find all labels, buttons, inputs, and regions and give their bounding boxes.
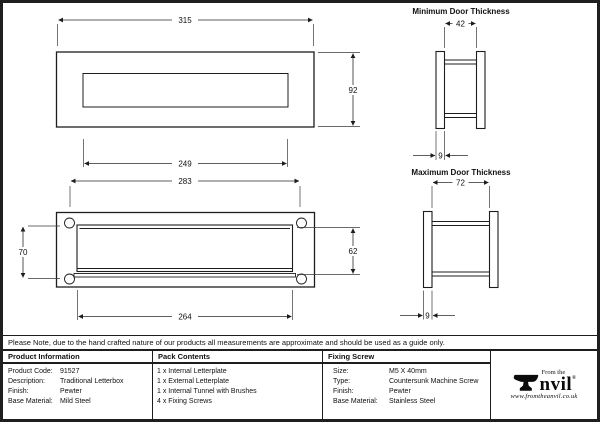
product-information-header: Product Information — [3, 351, 152, 364]
product-information-column — [3, 351, 152, 419]
max-internal-plate-side — [424, 212, 433, 288]
max-door-title: Maximum Door Thickness — [411, 168, 511, 177]
note-bar — [3, 335, 597, 351]
dim-label-external-height: 92 — [348, 86, 358, 95]
internal-plate-drawing — [15, 176, 362, 322]
row-label: Description: — [8, 378, 45, 385]
dim-min-door-thickness — [445, 19, 477, 49]
row-label: Finish: — [8, 388, 29, 395]
list-item: 4 x Fixing Screws — [157, 398, 212, 405]
dim-label-external-width: 315 — [178, 16, 192, 25]
row-label: Type: — [333, 378, 351, 385]
table-row — [323, 367, 490, 377]
row-value: Pewter — [389, 388, 411, 395]
row-value: Countersunk Machine Screw — [389, 378, 479, 385]
row-value: 91527 — [60, 368, 80, 375]
fixing-screw-column — [322, 351, 490, 419]
technical-drawing-canvas — [3, 3, 597, 335]
list-item: 1 x Internal Tunnel with Brushes — [157, 388, 257, 395]
row-label: Finish: — [333, 388, 354, 395]
row-value: Pewter — [60, 388, 82, 395]
table-row — [323, 387, 490, 397]
table-row — [323, 377, 490, 387]
row-label: Base Material: — [333, 398, 378, 405]
note-text: Please Note, due to the hand crafted nature of our products all measurements are approximate and should be used as a guide only. — [8, 338, 445, 347]
min-door-thickness-drawing — [412, 7, 510, 161]
table-row — [3, 367, 152, 377]
dim-aperture-width — [84, 139, 288, 169]
dim-min-plate-projection — [413, 131, 468, 161]
dim-label-aperture-width: 249 — [178, 159, 192, 169]
fixing-screw-header: Fixing Screw — [323, 351, 490, 364]
flap-outline — [77, 225, 293, 272]
dim-fixing-centres-width — [70, 176, 300, 208]
dim-external-height — [318, 53, 362, 127]
spec-table — [3, 351, 597, 419]
max-door-thickness-drawing — [400, 168, 511, 321]
list-item: 1 x Internal Letterplate — [157, 368, 227, 375]
dim-label-max-door-thickness: 72 — [456, 178, 465, 188]
min-external-plate-side — [477, 52, 486, 129]
row-value: Traditional Letterbox — [60, 378, 124, 385]
pack-contents-column — [152, 351, 322, 419]
dim-label-min-plate-projection: 9 — [438, 151, 443, 161]
row-label: Product Code: — [8, 368, 53, 375]
min-door-title: Minimum Door Thickness — [412, 7, 510, 16]
dim-external-width — [58, 15, 314, 47]
table-row — [3, 387, 152, 397]
dim-flap-width — [78, 290, 293, 322]
dim-max-door-thickness — [432, 178, 490, 209]
logo-from-the-text: From the — [541, 368, 566, 376]
dim-max-plate-projection — [400, 291, 455, 321]
external-plate-aperture — [83, 74, 288, 108]
external-plate-drawing — [57, 15, 362, 169]
dim-label-fixing-centres-height: 70 — [18, 248, 28, 257]
anvil-icon — [512, 373, 539, 392]
brand-logo-cell — [490, 351, 597, 419]
table-row — [323, 397, 490, 407]
pack-contents-header: Pack Contents — [153, 351, 322, 364]
from-the-anvil-logo — [510, 370, 577, 401]
logo-website-text: www.fromtheanvil.co.uk — [510, 393, 578, 401]
dim-label-fixing-centres-width: 283 — [178, 177, 192, 186]
row-value: Stainless Steel — [389, 398, 436, 405]
table-row — [3, 377, 152, 387]
logo-name-text: nvil® — [539, 374, 577, 396]
list-item: 1 x External Letterplate — [157, 378, 229, 385]
max-external-plate-side — [490, 212, 499, 288]
row-value: Mild Steel — [60, 398, 91, 405]
row-label: Size: — [333, 368, 349, 375]
dim-label-flap-height: 62 — [348, 247, 358, 256]
dim-label-max-plate-projection: 9 — [425, 311, 430, 321]
min-internal-plate-side — [436, 52, 445, 129]
table-row — [3, 397, 152, 407]
dim-label-flap-width: 264 — [178, 312, 192, 322]
row-value: M5 X 40mm — [389, 368, 427, 375]
row-label: Base Material: — [8, 398, 53, 405]
dim-fixing-centres-height — [15, 226, 61, 279]
dim-label-min-door-thickness: 42 — [456, 19, 465, 29]
registered-mark: ® — [572, 376, 577, 382]
